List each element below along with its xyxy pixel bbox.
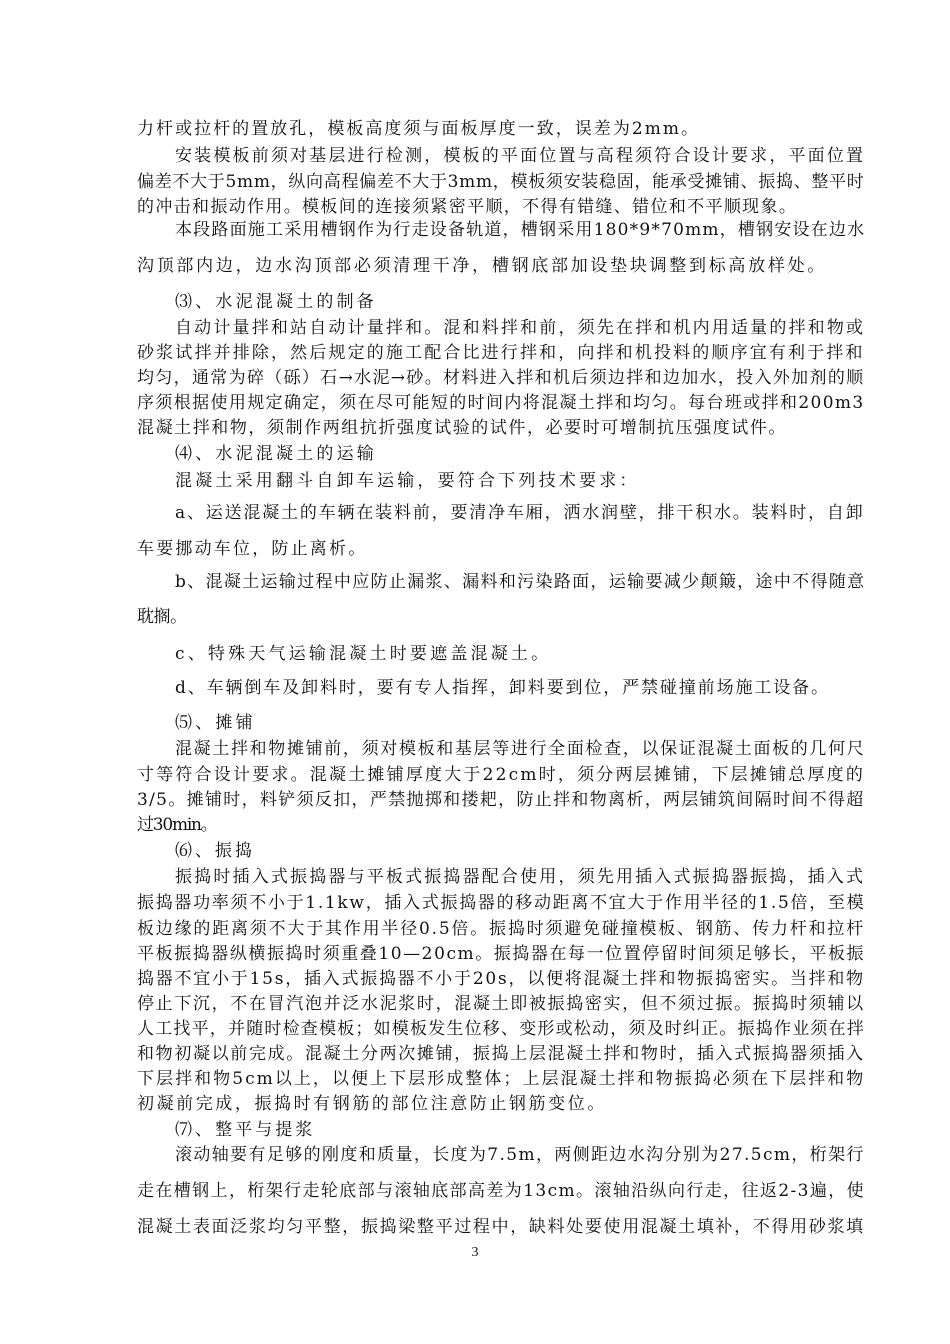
text-line: 和物初凝以前完成。混凝土分两次摊铺，振捣上层混凝土拌和物时，插入式振捣器须插入	[137, 1044, 865, 1064]
text-line: ⑷、水泥混凝土的运输	[175, 444, 377, 464]
text-line: 振捣器功率须不小于1.1kw，插入式振捣器的移动距离不宜大于作用半径的1.5倍，至模	[137, 893, 866, 913]
text-line: 人工找平，并随时检查模板；如模板发生位移、变形或松动，须及时纠正。振捣作业须在拌	[137, 1019, 865, 1039]
text-line: 砂浆试拌并排除，然后规定的施工配合比进行拌和，向拌和机投料的顺序宜有利于拌和	[137, 343, 865, 363]
text-line: ⑶、水泥混凝土的制备	[175, 292, 377, 312]
text-line: 走在槽钢上，桁架行走轮底部与滚轴底部高差为13cm。滚轴沿纵向行走，往返2-3遍，使	[137, 1181, 866, 1201]
text-line: ⑸、摊铺	[175, 713, 256, 733]
text-line: 力杆或拉杆的置放孔，模板高度须与面板厚度一致，误差为2mm。	[137, 119, 701, 139]
text-line: 滚动轴要有足够的刚度和质量，长度为7.5m，两侧距边水沟分别为27.5cm，桁架行	[175, 1145, 865, 1165]
text-line: d、车辆倒车及卸料时，要有专人指挥，卸料要到位，严禁碰撞前场施工设备。	[175, 678, 830, 698]
text-line: 停止下沉，不在冒汽泡并泛水泥浆时，混凝土即被振捣密实，但不须过振。振捣时须辅以	[137, 994, 865, 1014]
text-line: 过30min。	[137, 815, 217, 835]
text-line: 混凝土拌和物，须制作两组抗折强度试验的试件，必要时可增制抗压强度试件。	[137, 418, 787, 438]
text-line: 3/5。摊铺时，料铲须反扣，严禁抛掷和搂耙，防止拌和物离析，两层铺筑间隔时间不得超	[137, 790, 865, 810]
text-line: 均匀，通常为碎（砾）石→水泥→砂。材料进入拌和机后须边拌和边加水，投入外加剂的顺	[137, 368, 865, 388]
text-line: 下层拌和物5cm以上，以便上下层形成整体；上层混凝土拌和物振捣必须在下层拌和物	[137, 1069, 866, 1089]
text-line: 混凝土表面泛浆均匀平整，振捣梁整平过程中，缺料处要使用混凝土填补，不得用砂浆填	[137, 1217, 865, 1237]
text-line: ⑹、振捣	[175, 841, 255, 861]
page-number: 3	[471, 1245, 479, 1260]
text-line: 板边缘的距离须不大于其作用半径0.5倍。振捣时须避免碰撞模板、钢筋、传力杆和拉杆	[137, 919, 866, 939]
text-line: 车要挪动车位，防止离析。	[137, 539, 368, 559]
text-line: 寸等符合设计要求。混凝土摊铺厚度大于22cm时，须分两层摊铺，下层摊铺总厚度的	[137, 765, 866, 785]
text-line: 振捣时插入式振捣器与平板式振捣器配合使用，须先用插入式振捣器振捣，插入式	[175, 867, 866, 887]
text-line: 本段路面施工采用槽钢作为行走设备轨道，槽钢采用180*9*70mm，槽钢安设在边水	[175, 220, 866, 240]
text-line: 平板振捣器纵横振捣时须重叠10—20cm。振捣器在每一位置停留时间须足够长，平板振	[137, 944, 866, 964]
text-line: 捣器不宜小于15s，插入式振捣器不小于20s，以便将混凝土拌和物振捣密实。当拌和物	[137, 969, 865, 989]
text-line: 初凝前完成，振捣时有钢筋的部位注意防止钢筋变位。	[137, 1094, 607, 1114]
text-line: 耽搁。	[137, 607, 187, 627]
text-line: b、混凝土运输过程中应防止漏浆、漏料和污染路面，运输要减少颠簸，途中不得随意	[175, 572, 866, 592]
text-line: a、运送混凝土的车辆在装料前，要清净车厢，洒水润壁，排干积水。装料时，自卸	[175, 503, 865, 523]
text-line: c、特殊天气运输混凝土时要遮盖混凝土。	[175, 644, 552, 664]
text-line: 安装模板前须对基层进行检测，模板的平面位置与高程须符合设计要求，平面位置	[175, 146, 866, 166]
text-line: 混凝土采用翻斗自卸车运输，要符合下列技术要求：	[175, 471, 640, 491]
text-line: 偏差不大于5mm，纵向高程偏差不大于3mm，模板须安装稳固，能承受摊铺、振捣、整平时	[137, 172, 865, 192]
text-line: 混凝土拌和物摊铺前，须对模板和基层等进行全面检查，以保证混凝土面板的几何尺	[175, 739, 866, 759]
text-line: 自动计量拌和站自动计量拌和。混和料拌和前，须先在拌和机内用适量的拌和物或	[175, 318, 866, 338]
text-line: 沟顶部内边，边水沟顶部必须清理干净，槽钢底部加设垫块调整到标高放样处。	[137, 256, 827, 276]
text-line: ⑺、整平与提浆	[175, 1120, 316, 1140]
text-line: 序须根据使用规定确定，须在尽可能短的时间内将混凝土拌和均匀。每台班或拌和200m3	[137, 393, 865, 413]
text-line: 的冲击和振动作用。模板间的连接须紧密平顺，不得有错缝、错位和不平顺现象。	[137, 197, 798, 217]
